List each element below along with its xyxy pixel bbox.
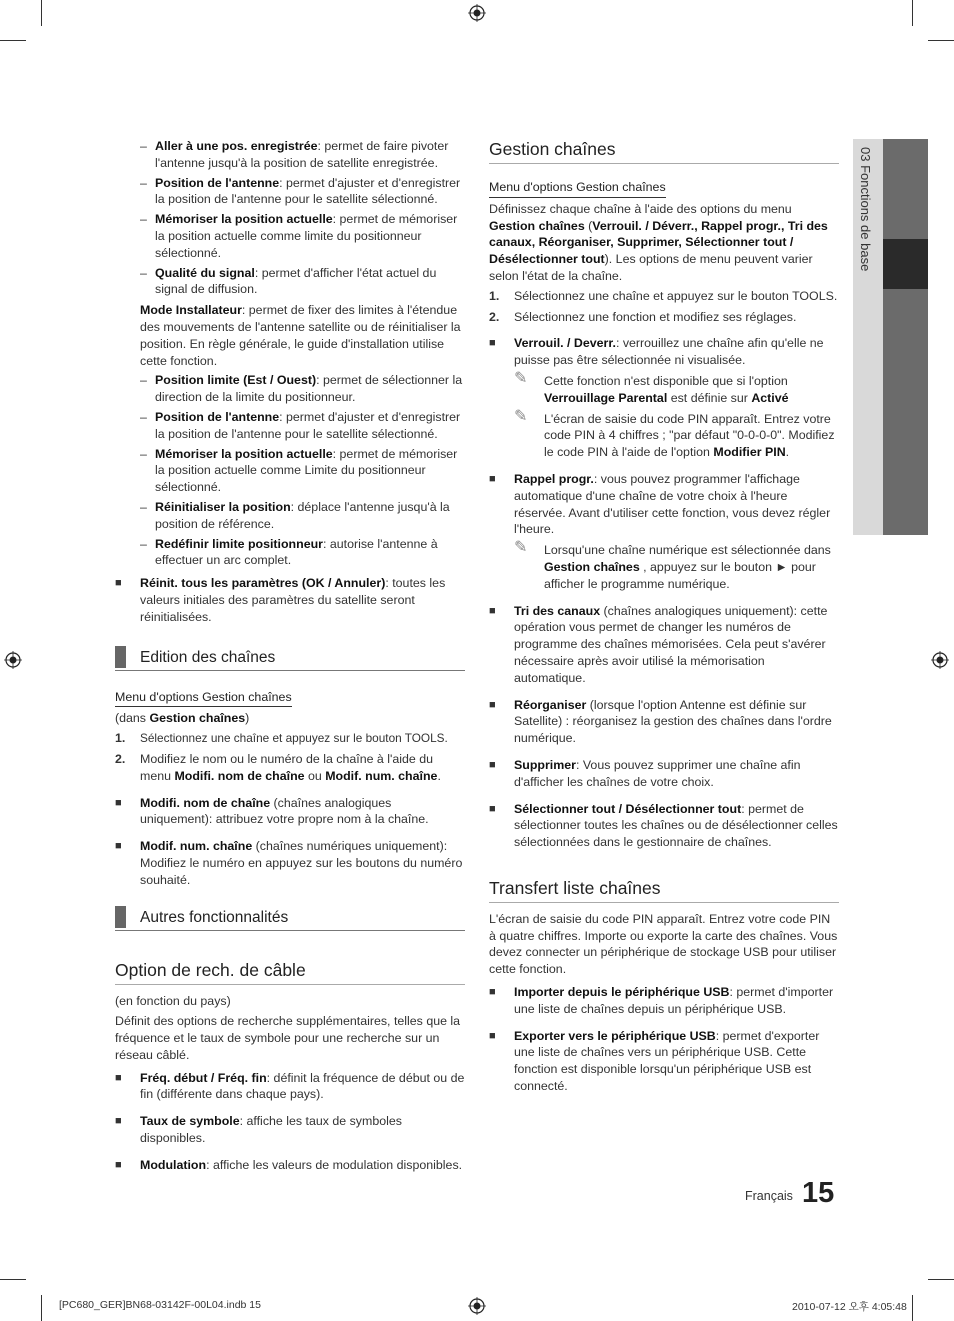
list-item: – Réinitialiser la position: déplace l'antenne jusqu'à la position de référence. (140, 499, 465, 533)
note: ✎ Lorsqu'une chaîne numérique est sélectionnée dans Gestion chaînes , appuyez sur le bouton ► pour afficher le programme numérique. (514, 539, 831, 591)
list-item: ■ Supprimer: Vous pouvez supprimer une chaîne afin d'afficher les chaînes de votre choix. (489, 757, 801, 789)
note-pencil-icon: ✎ (514, 369, 528, 387)
crop-mark (928, 40, 954, 41)
list-item: ■ Modifi. nom de chaîne (chaînes analogiques uniquement): attribuez votre propre nom à la chaîne. (115, 795, 429, 827)
left-column (115, 138, 465, 1178)
square-bullet-icon: ■ (489, 472, 496, 485)
square-bullet-icon: ■ (115, 577, 122, 590)
list-item: ■ Exporter vers le périphérique USB: permet d'exporter une liste de chaînes vers un périphérique USB. Cette fonction est disponible lorsqu'un périphérique USB est connecté. (489, 1028, 820, 1094)
gestion-intro: Définissez chaque chaîne à l'aide des options du menu Gestion chaînes (Verrouil. / Déverr., Rappel progr., Tri des canaux, Réorganiser, Supprimer, Sélectionner tout / Désélectionner tout). Les options de menu peuvent varier selon l'état de la chaîne. (489, 201, 828, 283)
list-item: – Qualité du signal: permet d'afficher l'état actuel du signal de diffusion. (140, 265, 465, 299)
list-item: ■ Fréq. début / Fréq. fin: définit la fréquence de début ou de fin (différente dans chaque pays). (115, 1070, 465, 1102)
list-item: ■ Sélectionner tout / Désélectionner tout: permet de sélectionner toutes les chaînes ou de désélectionner celles sélectionnées dans le gestionnaire de chaînes. (489, 801, 838, 850)
list-item: – Mémoriser la position actuelle: permet de mémoriser la position actuelle comme limite du positionneur sélectionné. (140, 211, 465, 261)
side-tab (853, 139, 883, 535)
note-pencil-icon: ✎ (514, 407, 528, 425)
side-tab-dark (883, 139, 928, 535)
menu-label: Menu d'options Gestion chaînes (489, 179, 839, 198)
transfert-description: L'écran de saisie du code PIN apparaît. Entrez votre code PIN à quatre chiffres. Importe ou exporte la carte des chaînes. Vous devez connecter un périphérique de stockage USB pour utiliser cette fonction. (489, 911, 838, 977)
square-bullet-icon: ■ (115, 840, 122, 853)
registration-mark-icon (931, 651, 949, 669)
page-number: 15 (802, 1177, 835, 1209)
list-item: – Position de l'antenne: permet d'ajuster et d'enregistrer la position de l'antenne pour le satellite sélectionné. (140, 409, 465, 443)
list-item: ■ Verrouil. / Deverr.: verrouillez une chaîne afin qu'elle ne puisse pas être sélectionnée ni visualisée. (489, 336, 824, 368)
registration-mark-icon (468, 1297, 486, 1315)
step-item: 2. Sélectionnez une fonction et modifiez ses réglages. (489, 309, 797, 324)
square-bullet-icon: ■ (115, 1158, 122, 1171)
list-item: ■ Modif. num. chaîne (chaînes numériques uniquement): Modifiez le numéro en appuyez sur les boutons du numéro souhaité. (115, 839, 463, 887)
list-item: ■ Tri des canaux (chaînes analogiques uniquement): cette opération vous permet de changer les numéros de programme des chaînes mémorisées. Cela peut s'avérer nécessaire après avoir utilisé la mémorisation automatique. (489, 603, 828, 685)
installer-mode-text: Mode Installateur: permet de fixer des limites à l'étendue des mouvements de l'antenne satellite ou de réinitialiser la position. En règle générale, le guide d'installation utilise cette fonction. (140, 303, 461, 368)
step-item: 1. Sélectionnez une chaîne et appuyez sur le bouton TOOLS. (115, 731, 448, 746)
section-heading-gestion: Gestion chaînes (489, 138, 839, 164)
heading-bar-icon (115, 906, 126, 928)
crop-mark (0, 40, 26, 41)
square-bullet-icon: ■ (489, 986, 496, 999)
crop-mark (41, 0, 42, 26)
heading-bar-icon (115, 646, 126, 668)
note: ✎ L'écran de saisie du code PIN apparaît. Entrez votre code PIN à 4 chiffres ; "par défaut "0-0-0-0". Modifiez le code PIN à l'aide de l'option Modifier PIN. (514, 407, 835, 460)
footer-language: Français (745, 1189, 793, 1203)
square-bullet-icon: ■ (489, 802, 496, 815)
print-timestamp: 2010-07-12 오후 4:05:48 (792, 1301, 907, 1313)
list-item: ■ Importer depuis le périphérique USB: permet d'importer une liste de chaînes depuis un périphérique USB. (489, 985, 834, 1016)
list-item: – Position de l'antenne: permet d'ajuster et d'enregistrer la position de l'antenne pour le satellite sélectionné. (140, 175, 465, 209)
note-pencil-icon: ✎ (514, 539, 528, 557)
square-bullet-icon: ■ (489, 698, 496, 711)
section-heading-edition: Edition des chaînes (115, 648, 465, 671)
section-heading-cable: Option de rech. de câble (115, 959, 465, 985)
crop-mark (912, 1295, 913, 1321)
square-bullet-icon: ■ (489, 758, 496, 771)
square-bullet-icon: ■ (115, 796, 122, 809)
list-item: – Position limite (Est / Ouest): permet de sélectionner la direction de la limite du positionneur. (140, 372, 465, 406)
square-bullet-icon: ■ (115, 1115, 122, 1128)
step-item: 1. Sélectionnez une chaîne et appuyez sur le bouton TOOLS. (489, 288, 838, 303)
crop-mark (0, 1279, 26, 1280)
right-column (489, 138, 839, 1099)
crop-mark (912, 0, 913, 26)
crop-mark (41, 1295, 42, 1321)
list-item: – Redéfinir limite positionneur: autorise l'antenne à effectuer un arc complet. (140, 536, 465, 570)
list-item: ■ Rappel progr.: vous pouvez programmer l'affichage automatique d'une chaîne de votre choix à l'heure réservée. Avant d'utiliser cette fonction, vous devez régler l'heure. (489, 471, 831, 537)
step-item: 2. Modifiez le nom ou le numéro de la chaîne à l'aide du menu Modifi. nom de chaîne ou Modif. num. chaîne. (115, 751, 441, 783)
crop-mark (928, 1279, 954, 1280)
square-bullet-icon: ■ (489, 337, 496, 350)
square-bullet-icon: ■ (115, 1071, 122, 1084)
list-item: – Aller à une pos. enregistrée: permet de faire pivoter l'antenne jusqu'à la position de satellite enregistrée. (140, 138, 465, 172)
list-item: ■ Taux de symbole: affiche les taux de symboles disponibles. (115, 1114, 402, 1146)
cable-description: Définit des options de recherche supplémentaires, telles que la fréquence et le taux de symbole pour une recherche sur un réseau câblé. (115, 1014, 461, 1062)
section-heading-autres: Autres fonctionnalités (115, 908, 465, 931)
menu-label: Menu d'options Gestion chaînes (115, 689, 465, 708)
square-bullet-icon: ■ (489, 1029, 496, 1042)
registration-mark-icon (468, 4, 486, 22)
list-item: ■ Modulation: affiche les valeurs de modulation disponibles. (115, 1157, 463, 1172)
list-item: ■ Réorganiser (lorsque l'option Antenne est définie sur Satellite) : réorganisez la gestion des chaînes dans l'ordre numérique. (489, 697, 832, 746)
side-tab-chapter-marker (883, 239, 928, 289)
side-tab-label: 03 Fonctions de base (858, 147, 873, 272)
note: ✎ Cette fonction n'est disponible que si l'option Verrouillage Parental est définie sur Activé (514, 369, 789, 405)
country-note: (en fonction du pays) (115, 994, 231, 1009)
square-bullet-icon: ■ (489, 604, 496, 617)
list-item: – Mémoriser la position actuelle: permet de mémoriser la position actuelle comme Limite du positionneur sélectionné. (140, 446, 465, 496)
list-item: ■ Réinit. tous les paramètres (OK / Annuler): toutes les valeurs initiales des paramètres du satellite seront réinitialisées. (115, 576, 446, 624)
section-heading-transfert: Transfert liste chaînes (489, 877, 839, 903)
print-file-info: [PC680_GER]BN68-03142F-00L04.indb 15 (59, 1299, 261, 1311)
context-text: (dans Gestion chaînes) (115, 711, 250, 726)
registration-mark-icon (4, 651, 22, 669)
